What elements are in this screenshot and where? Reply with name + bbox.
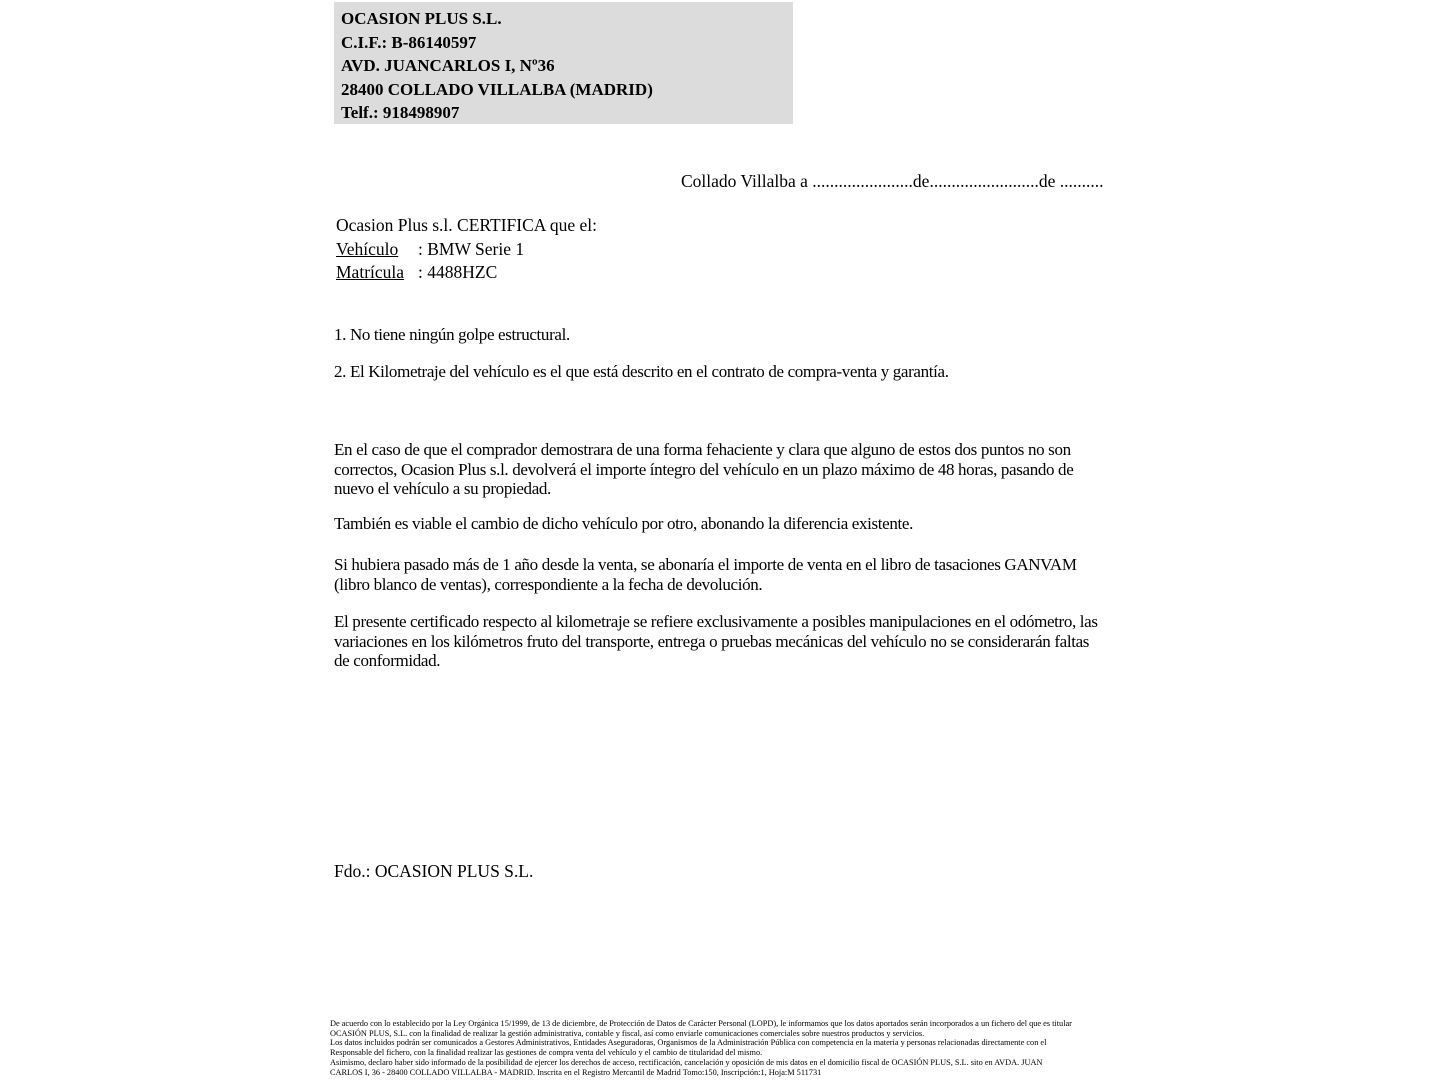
vehicle-label: Vehículo <box>336 238 399 259</box>
plate-row <box>336 261 597 285</box>
legal-line: OCASIÓN PLUS, S.L. con la finalidad de realizar la gestión administrativa, contable y fiscal, así como enviarle comunicaciones comerciales sobre nuestros productos y servicios. <box>330 1028 925 1038</box>
letterhead <box>334 2 793 124</box>
plate-label: Matrícula <box>336 262 405 282</box>
dateline: Collado Villalba a .......................de.........................de .......... <box>681 171 1104 191</box>
paragraph-ganvam: Si hubiera pasado más de 1 año desde la venta, se abonaría el importe de venta en el libro de tasaciones GANVAM (libro blanco de ventas), correspondiente a la fecha de devolución. <box>334 555 1077 594</box>
company-address: AVD. JUANCARLOS I, Nº36 <box>341 56 555 75</box>
certify-block <box>336 214 597 285</box>
company-phone: Telf.: 918498907 <box>341 103 460 122</box>
legal-line: CARLOS I, 36 - 28400 COLLADO VILLALBA - MADRID. Inscrita en el Registro Mercantil de Madrid Tomo:150, Inscripción:1, Hoja:M 511731 <box>330 1067 822 1077</box>
vehicle-row <box>336 238 597 262</box>
paragraph-odometer: El presente certificado respecto al kilometraje se refiere exclusivamente a posibles manipulaciones en el odómetro, las variaciones en los kilómetros fruto del transporte, entrega o pruebas mecánicas del vehículo no se considerarán faltas de conformidad. <box>334 612 1098 670</box>
plate-field <box>336 261 418 285</box>
company-cif: C.I.F.: B-86140597 <box>341 32 477 52</box>
legal-line: De acuerdo con lo establecido por la Ley Orgánica 15/1999, de 13 de diciembre, de Protección de Datos de Carácter Personal (LOPD), le informamos que los datos aportados serán incorporados a un fichero del que es titular <box>330 1019 1072 1028</box>
company-city: 28400 COLLADO VILLALBA (MADRID) <box>341 79 653 99</box>
paragraph-refund: En el caso de que el comprador demostrara de una forma fehaciente y clara que alguno de estos dos puntos no son correctos, Ocasion Plus s.l. devolverá el importe íntegro del vehículo en un plazo máximo de 48 horas, pasando de nuevo el vehículo a su propiedad. <box>334 440 1074 498</box>
legal-line: Responsable del fichero, con la finalidad realizar las gestiones de compra venta del vehículo y el cambio de titularidad del mismo. <box>330 1048 763 1058</box>
plate-value: : 4488HZC <box>418 262 498 282</box>
point-2: 2. El Kilometraje del vehículo es el que está descrito en el contrato de compra-venta y garantía. <box>334 362 949 381</box>
legal-footer <box>330 1019 1072 1077</box>
signature-line: Fdo.: OCASION PLUS S.L. <box>334 861 534 881</box>
vehicle-value: : BMW Serie 1 <box>418 238 525 259</box>
certify-intro: Ocasion Plus s.l. CERTIFICA que el: <box>336 215 597 235</box>
legal-line: Los datos incluidos podrán ser comunicados a Gestores Administrativos, Entidades Aseguradoras, Organismos de la Administración Pública con competencia en la materia y personas relacionadas directamente con el <box>330 1038 1047 1048</box>
paragraph-exchange: También es viable el cambio de dicho vehículo por otro, abonando la diferencia existente. <box>334 514 913 533</box>
legal-line: Asimismo, declaro haber sido informado de la posibilidad de ejercer los derechos de acceso, rectificación, cancelación y oposición de mis datos en el domicilio fiscal de OCASIÓN PLUS, S.L. sito en AVDA. JUAN <box>330 1057 1043 1067</box>
company-name: OCASION PLUS S.L. <box>341 9 502 28</box>
vehicle-field <box>336 238 418 262</box>
point-1: 1. No tiene ningún golpe estructural. <box>334 325 570 344</box>
